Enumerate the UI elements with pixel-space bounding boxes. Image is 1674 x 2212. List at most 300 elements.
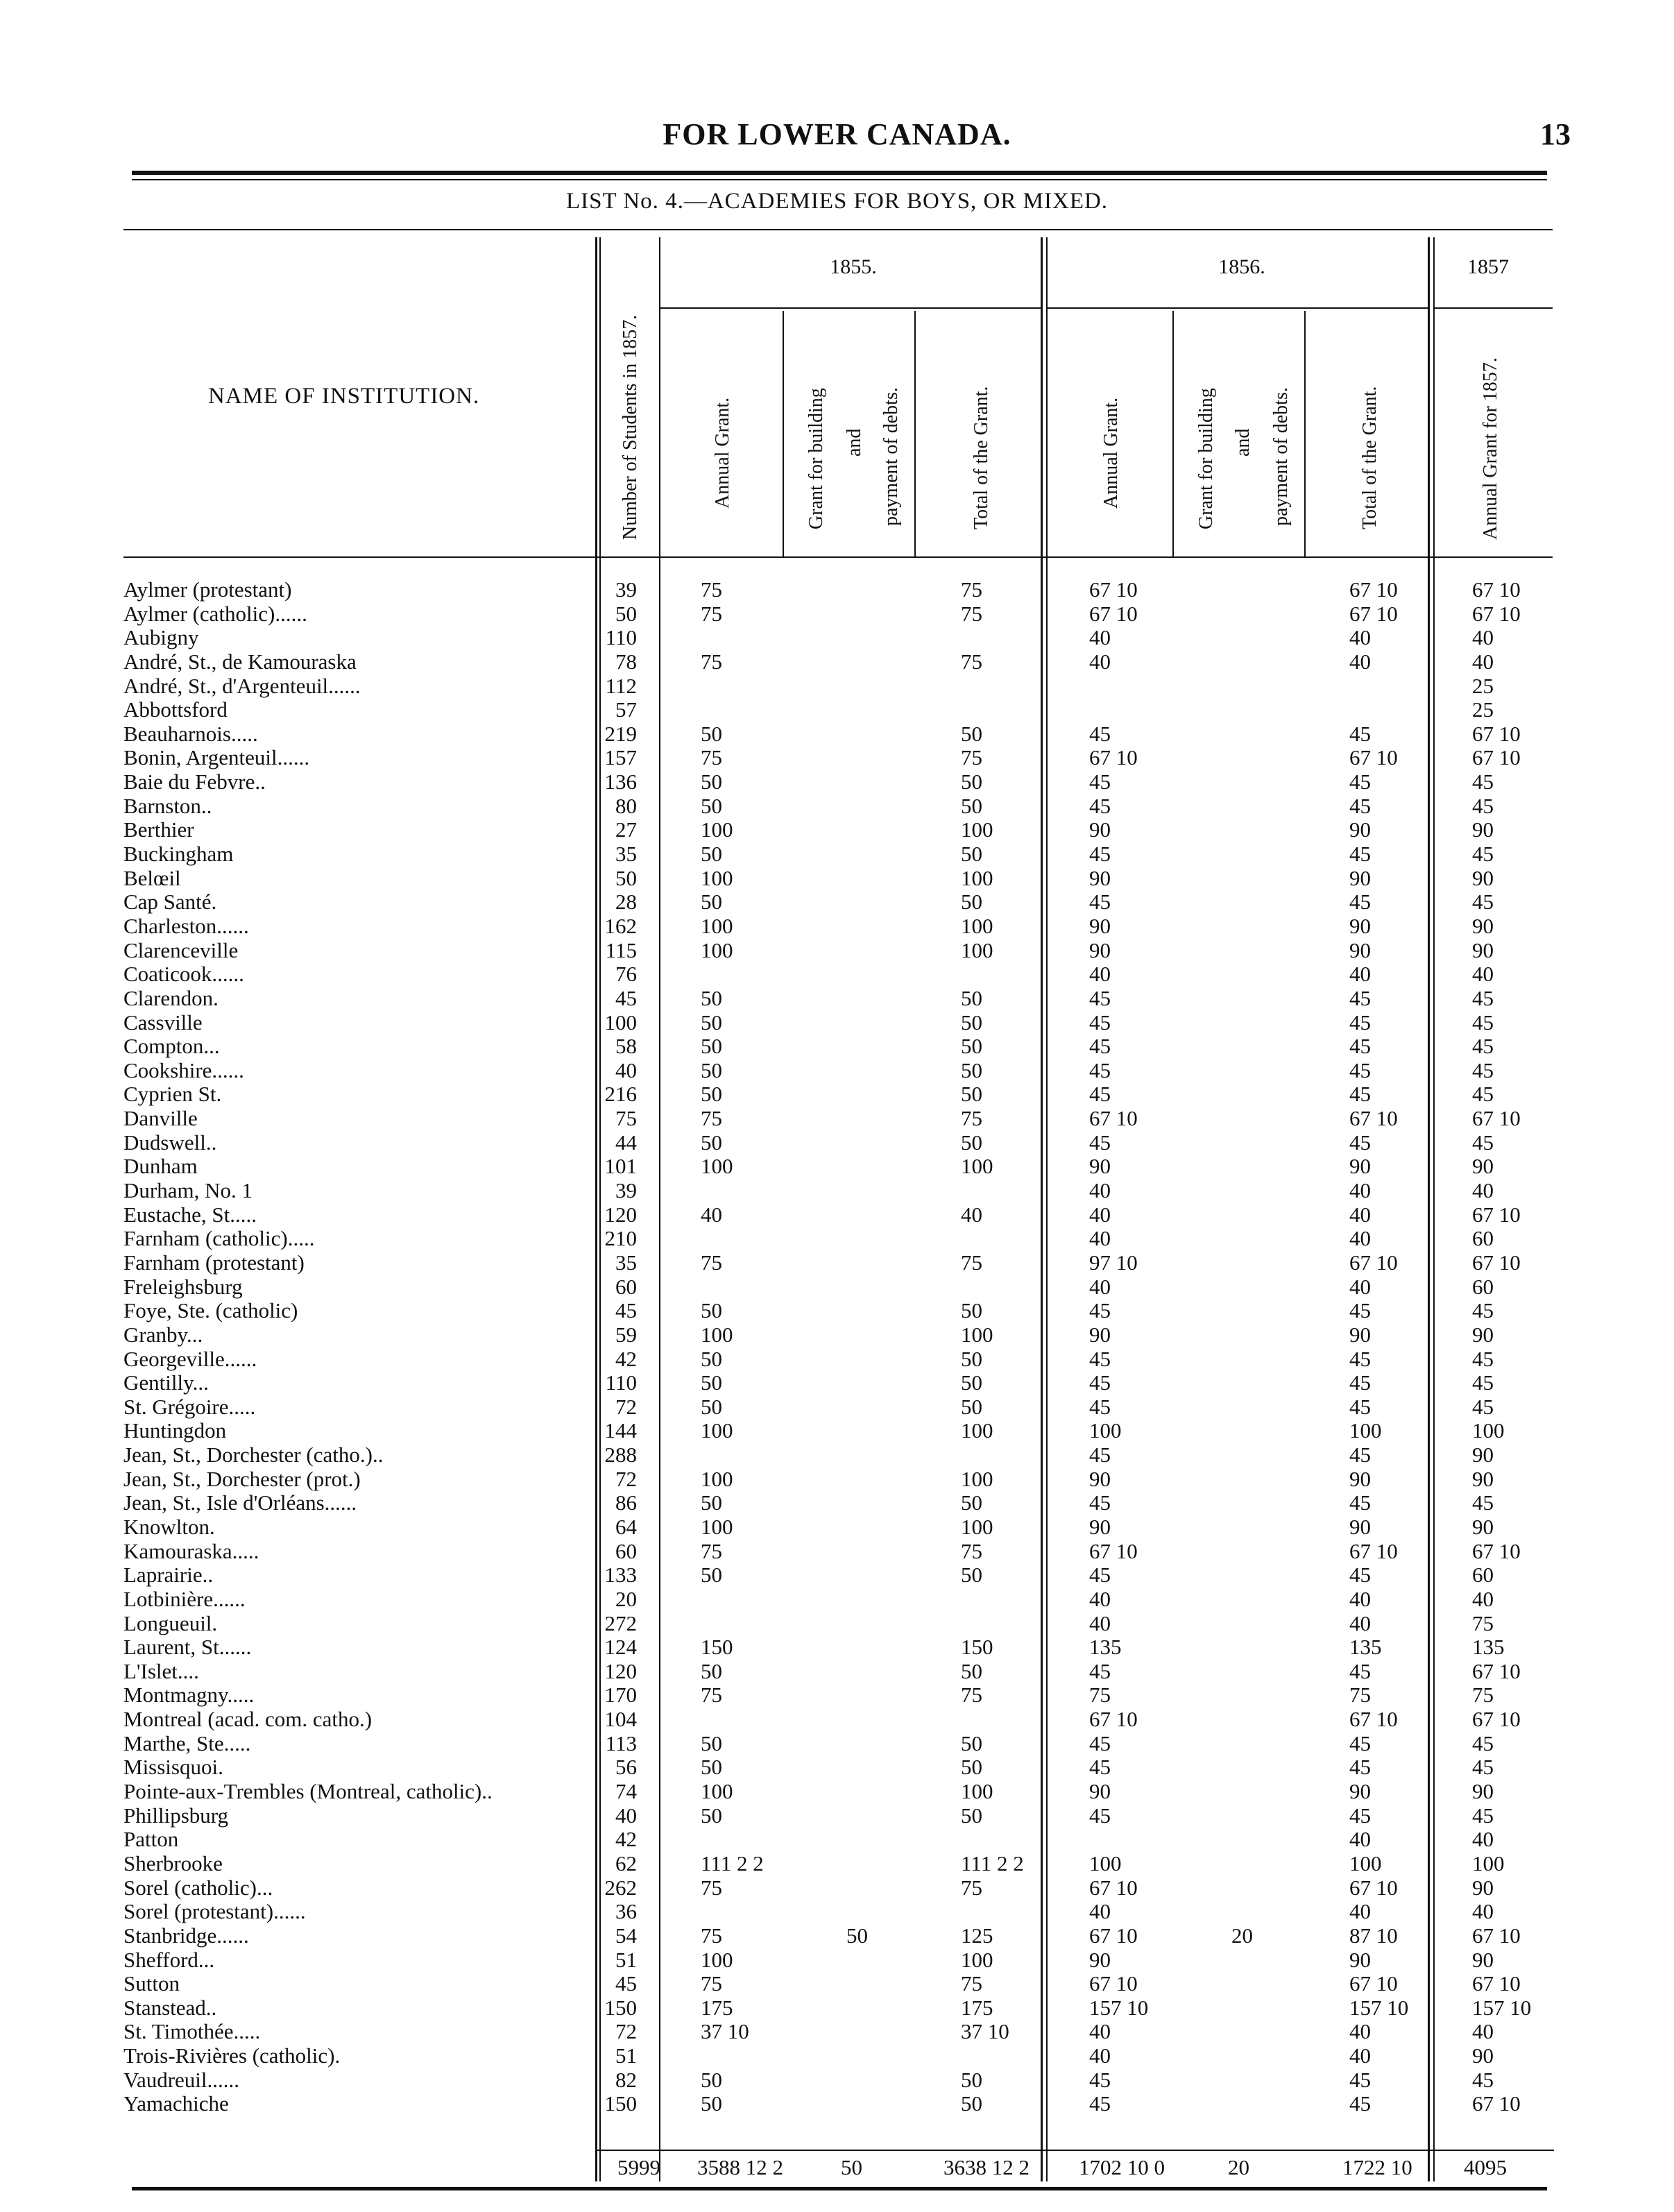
institution-name: Danville: [123, 1107, 198, 1131]
total-grant-1856-cell: 157 10: [1349, 1995, 1409, 2020]
institution-name: Shefford...: [123, 1948, 215, 1972]
table-row: [0, 1107, 1674, 1131]
students-cell: 262: [604, 1875, 637, 1900]
annual-grant-1855-cell: 50: [701, 1730, 722, 1755]
institution-name: Coaticook......: [123, 962, 244, 987]
annual-grant-1857-cell: 67 10: [1472, 2091, 1521, 2116]
divider: [783, 311, 784, 557]
table-row: [0, 1131, 1674, 1155]
institution-name: Lotbinière......: [123, 1587, 246, 1611]
annual-grant-1855-cell: 50: [701, 842, 722, 867]
table-row: [0, 1828, 1674, 1852]
annual-grant-1857-cell: 67 10: [1472, 721, 1521, 746]
institution-name: Bonin, Argenteuil......: [123, 746, 310, 770]
table-row: [0, 939, 1674, 963]
institution-name: Pointe-aux-Trembles (Montreal, catholic)..: [123, 1780, 493, 1804]
students-cell: 120: [604, 1202, 637, 1227]
annual-grant-1857-cell: 45: [1472, 1130, 1494, 1155]
total-grant-1855-cell: 100: [961, 1514, 993, 1539]
students-cell: 76: [615, 962, 637, 987]
total-grant-1855-cell: 50: [961, 1490, 982, 1515]
annual-grant-1855-cell: 75: [701, 1250, 722, 1275]
total-grant-1856-cell: 45: [1349, 1298, 1371, 1323]
students-cell: 51: [615, 1947, 637, 1972]
table-row: [0, 1299, 1674, 1323]
total-grant-1856-cell: 45: [1349, 2067, 1371, 2092]
annual-grant-1856-cell: 40: [1089, 649, 1111, 674]
institution-name: Sutton: [123, 1972, 180, 1996]
table-row: [0, 1660, 1674, 1684]
total-grant-1856-cell: 45: [1349, 1563, 1371, 1588]
annual-grant-1857-cell: 45: [1472, 2067, 1494, 2092]
institution-name: Cookshire......: [123, 1058, 244, 1082]
table-row: [0, 1371, 1674, 1395]
students-cell: 60: [615, 1538, 637, 1563]
table-row: [0, 1323, 1674, 1347]
institution-name: Montreal (acad. com. catho.): [123, 1708, 373, 1732]
table-row: [0, 626, 1674, 650]
header-bottom-rule: [123, 556, 1553, 558]
annual-grant-1855-cell: 50: [701, 1755, 722, 1780]
institution-name: St. Grégoire.....: [123, 1395, 256, 1419]
column-headers: [0, 235, 1674, 561]
annual-grant-1857-cell: 90: [1472, 1322, 1494, 1347]
students-cell: 170: [604, 1683, 637, 1708]
annual-grant-1856-cell: 45: [1089, 1730, 1111, 1755]
table-row: [0, 602, 1674, 627]
institution-name: Buckingham: [123, 842, 234, 867]
total-grant-1856-cell: 90: [1349, 913, 1371, 938]
annual-grant-1855-cell: 50: [701, 1034, 722, 1059]
annual-grant-1857-cell: 90: [1472, 1875, 1494, 1900]
annual-grant-1855-cell: 100: [701, 1466, 733, 1491]
table-row: [0, 1275, 1674, 1300]
total-grant-1855-cell: 100: [961, 1947, 993, 1972]
total-grant-1855-cell: 50: [961, 1394, 982, 1419]
table-row: [0, 1082, 1674, 1107]
table-row: [0, 1155, 1674, 1179]
institution-name: Gentilly...: [123, 1371, 209, 1395]
table-row: [0, 1515, 1674, 1540]
total-grant-1855-cell: 50: [961, 1563, 982, 1588]
table-row: [0, 1347, 1674, 1372]
total-grant-1856-cell: 67 10: [1349, 1250, 1398, 1275]
total-grant-1855-header: Total of the Grant.: [971, 386, 992, 529]
annual-grant-1857-cell: 90: [1472, 1947, 1494, 1972]
annual-grant-1857-cell: 67 10: [1472, 1923, 1521, 1948]
total-grant-1856-cell: 100: [1349, 1418, 1382, 1443]
annual-grant-1855-cell: 50: [701, 1130, 722, 1155]
divider: [595, 237, 597, 556]
total-grant-1856-cell: 45: [1349, 1346, 1371, 1371]
divider: [1428, 237, 1430, 556]
institution-name: Compton...: [123, 1035, 220, 1059]
annual-grant-1857-cell: 45: [1472, 842, 1494, 867]
top-rule-thin: [132, 179, 1547, 180]
total-grant-1855-cell: 75: [961, 1538, 982, 1563]
students-cell: 144: [604, 1418, 637, 1443]
annual-grant-1856-cell: 45: [1089, 2091, 1111, 2116]
students-cell: 100: [604, 1010, 637, 1035]
total-grant-1856-cell: 90: [1349, 865, 1371, 890]
total-grant-1856-cell: 40: [1349, 649, 1371, 674]
institution-name: Eustache, St.....: [123, 1202, 257, 1227]
total-grant-1856-cell: 90: [1349, 1466, 1371, 1491]
students-cell: 28: [615, 890, 637, 914]
total-grant-1856-cell: 40: [1349, 1827, 1371, 1852]
annual-grant-1856-cell: 90: [1089, 1466, 1111, 1491]
total-grant-1855-cell: 50: [961, 1658, 982, 1683]
institution-name: Farnham (protestant): [123, 1250, 305, 1275]
institution-name: Georgeville......: [123, 1347, 257, 1371]
annual-grant-1856-cell: 45: [1089, 1346, 1111, 1371]
annual-grant-1856-cell: 90: [1089, 1154, 1111, 1179]
total-grant-1856-cell: 40: [1349, 1586, 1371, 1611]
annual-grant-1857-cell: 45: [1472, 1394, 1494, 1419]
annual-grant-1857-cell: 40: [1472, 962, 1494, 987]
annual-grant-1856-cell: 90: [1089, 937, 1111, 962]
annual-grant-1857-cell: 100: [1472, 1851, 1505, 1875]
students-cell: 57: [615, 697, 637, 722]
institution-name: Farnham (catholic).....: [123, 1227, 315, 1251]
annual-grant-1856-cell: 100: [1089, 1851, 1122, 1875]
total-grant-1855: 3638 12 2: [943, 2155, 1030, 2179]
annual-grant-1856-cell: 45: [1089, 985, 1111, 1010]
annual-grant-1857-cell: 60: [1472, 1274, 1494, 1299]
annual-grant-1857-cell: 90: [1472, 1466, 1494, 1491]
total-grant-1855-cell: 37 10: [961, 2019, 1009, 2044]
top-rule-thick: [132, 171, 1547, 175]
students-cell: 78: [615, 649, 637, 674]
annual-grant-1856-cell: 67 10: [1089, 1707, 1138, 1732]
institution-name: Beauharnois.....: [123, 722, 258, 746]
total-grant-1856-cell: 45: [1349, 1730, 1371, 1755]
total-grant-1855-cell: 100: [961, 1322, 993, 1347]
total-grant-1856-cell: 67 10: [1349, 1106, 1398, 1131]
total-grant-1856-cell: 40: [1349, 1274, 1371, 1299]
total-grant-1855-cell: 50: [961, 1298, 982, 1323]
table-row: [0, 1635, 1674, 1660]
students-cell: 56: [615, 1755, 637, 1780]
institution-name: Patton: [123, 1828, 179, 1852]
annual-grant-1856-cell: 90: [1089, 913, 1111, 938]
annual-grant-1857-cell: 40: [1472, 1899, 1494, 1924]
annual-grant-1857-cell: 45: [1472, 1082, 1494, 1107]
annual-grant-1856-header: Annual Grant.: [1100, 397, 1122, 509]
annual-grant-1855-cell: 50: [701, 1563, 722, 1588]
total-grant-1856-cell: 90: [1349, 1514, 1371, 1539]
annual-grant-1855-cell: 75: [701, 1923, 722, 1948]
total-grant-1856-cell: 45: [1349, 1010, 1371, 1035]
students-cell: 35: [615, 842, 637, 867]
table-row: [0, 1491, 1674, 1515]
annual-grant-1856-cell: 45: [1089, 1443, 1111, 1467]
annual-grant-1856-cell: 40: [1089, 1274, 1111, 1299]
annual-grant-1855-cell: 50: [701, 1658, 722, 1683]
annual-grant-1857-cell: 45: [1472, 769, 1494, 794]
students-cell: 51: [615, 2043, 637, 2068]
students-cell: 72: [615, 2019, 637, 2044]
building-grant-1855-header-l3: payment of debts.: [880, 387, 902, 526]
annual-grant-1857-cell: 45: [1472, 1370, 1494, 1395]
annual-grant-1857-cell: 45: [1472, 1298, 1494, 1323]
annual-grant-1855-cell: 40: [701, 1202, 722, 1227]
total-grant-1856-cell: 40: [1349, 1202, 1371, 1227]
total-grant-1856-cell: 87 10: [1349, 1923, 1398, 1948]
total-grant-1855-cell: 100: [961, 817, 993, 842]
total-grant-1855-cell: 100: [961, 1418, 993, 1443]
annual-grant-1857-cell: 67 10: [1472, 577, 1521, 602]
year-rule: [1435, 307, 1553, 309]
totals-rule: [597, 2150, 1554, 2151]
annual-grant-1855-cell: 100: [701, 1154, 733, 1179]
table-row: [0, 1588, 1674, 1612]
annual-grant-1857-cell: 67 10: [1472, 1971, 1521, 1996]
total-grant-1856-cell: 135: [1349, 1635, 1382, 1660]
table-row: [0, 842, 1674, 867]
annual-grant-1855-cell: 100: [701, 1947, 733, 1972]
annual-grant-1857-cell: 45: [1472, 1730, 1494, 1755]
institution-name: Baie du Febvre..: [123, 770, 266, 794]
institution-name: Sorel (catholic)...: [123, 1875, 273, 1900]
total-grant-1855-cell: 50: [961, 1370, 982, 1395]
total-grant-1855-cell: 150: [961, 1635, 993, 1660]
total-annual-1857: 4095: [1464, 2155, 1507, 2179]
annual-grant-1857-cell: 45: [1472, 1803, 1494, 1828]
institution-name: Durham, No. 1: [123, 1179, 253, 1203]
annual-grant-1856-cell: 45: [1089, 1490, 1111, 1515]
students-cell: 50: [615, 865, 637, 890]
annual-grant-1856-cell: 45: [1089, 721, 1111, 746]
annual-grant-1857-cell: 157 10: [1472, 1995, 1532, 2020]
students-cell: 58: [615, 1034, 637, 1059]
total-grant-1855-cell: 50: [961, 985, 982, 1010]
students-cell: 20: [615, 1586, 637, 1611]
total-grant-1856-cell: 90: [1349, 1322, 1371, 1347]
students-cell: 72: [615, 1466, 637, 1491]
institution-name: Missisquoi.: [123, 1755, 223, 1780]
building-grant-1856-header-l2: and: [1232, 428, 1254, 457]
annual-grant-1855-cell: 50: [701, 1394, 722, 1419]
table-row: [0, 987, 1674, 1011]
table-row: [0, 1179, 1674, 1203]
annual-grant-1855-cell: 50: [701, 793, 722, 818]
total-grant-1856-cell: 40: [1349, 962, 1371, 987]
institution-name: Sorel (protestant)......: [123, 1900, 306, 1924]
divider: [1433, 237, 1435, 556]
total-grant-1856-cell: 45: [1349, 1057, 1371, 1082]
annual-grant-1857-cell: 67 10: [1472, 1538, 1521, 1563]
annual-grant-1856-cell: 67 10: [1089, 745, 1138, 770]
annual-grant-1856-cell: 97 10: [1089, 1250, 1138, 1275]
total-grant-1855-cell: 75: [961, 1971, 982, 1996]
building-grant-1855-header-l2: and: [844, 428, 865, 457]
annual-grant-1857-cell: 135: [1472, 1635, 1505, 1660]
annual-grant-1857-cell: 67 10: [1472, 1250, 1521, 1275]
total-grant-1855-cell: 50: [961, 1010, 982, 1035]
annual-grant-1857-cell: 90: [1472, 1514, 1494, 1539]
divider: [659, 237, 660, 556]
total-grant-1856-cell: 45: [1349, 1130, 1371, 1155]
annual-grant-1855-cell: 50: [701, 1010, 722, 1035]
header-top-rule: [123, 229, 1553, 230]
total-grant-1855-cell: 50: [961, 1730, 982, 1755]
annual-grant-1855-cell: 50: [701, 1082, 722, 1107]
total-grant-1856-cell: 40: [1349, 1178, 1371, 1203]
table-row: [0, 1563, 1674, 1588]
year-rule: [1048, 307, 1428, 309]
total-building-1855: 50: [841, 2155, 862, 2179]
total-grant-1855-cell: 50: [961, 842, 982, 867]
annual-grant-1857-cell: 90: [1472, 1779, 1494, 1804]
students-cell: 216: [604, 1082, 637, 1107]
annual-grant-1855-cell: 75: [701, 1875, 722, 1900]
bottom-rule: [132, 2187, 1547, 2190]
annual-grant-1857-cell: 67 10: [1472, 745, 1521, 770]
total-grant-1856-cell: 45: [1349, 1394, 1371, 1419]
annual-grant-1857-cell: 40: [1472, 1178, 1494, 1203]
total-grant-1855-cell: 50: [961, 769, 982, 794]
students-cell: 45: [615, 1298, 637, 1323]
total-grant-1855-cell: 40: [961, 1202, 982, 1227]
total-grant-1856-cell: 40: [1349, 2043, 1371, 2068]
institution-name: Knowlton.: [123, 1515, 215, 1539]
annual-grant-1855-cell: 100: [701, 1514, 733, 1539]
total-students: 5999: [617, 2155, 660, 2179]
total-grant-1856-cell: 40: [1349, 2019, 1371, 2044]
institution-name: Jean, St., Dorchester (catho.)..: [123, 1443, 384, 1467]
table-row: [0, 746, 1674, 770]
total-grant-1855-cell: 50: [961, 721, 982, 746]
students-cell: 74: [615, 1779, 637, 1804]
annual-grant-1857-cell: 90: [1472, 1154, 1494, 1179]
total-grant-1855-cell: 75: [961, 1106, 982, 1131]
institution-name: Belœil: [123, 866, 181, 890]
annual-grant-1855-cell: 75: [701, 1106, 722, 1131]
total-grant-1855-cell: 50: [961, 2091, 982, 2116]
total-grant-1855-cell: 50: [961, 1034, 982, 1059]
annual-grant-1857-cell: 60: [1472, 1226, 1494, 1251]
total-grant-1855-cell: 100: [961, 865, 993, 890]
annual-grant-1856-cell: 90: [1089, 1947, 1111, 1972]
table-row: [0, 1732, 1674, 1756]
annual-grant-1856-cell: 45: [1089, 1082, 1111, 1107]
total-grant-1856-cell: 45: [1349, 1803, 1371, 1828]
annual-grant-1856-cell: 67 10: [1089, 1875, 1138, 1900]
annual-grant-1855-cell: 111 2 2: [701, 1851, 764, 1875]
annual-grant-1856-cell: 45: [1089, 1803, 1111, 1828]
institution-name: Cyprien St.: [123, 1082, 222, 1107]
students-cell: 219: [604, 721, 637, 746]
total-grant-1856-cell: 90: [1349, 1154, 1371, 1179]
annual-grant-1855-cell: 75: [701, 745, 722, 770]
institution-name: Montmagny.....: [123, 1683, 255, 1708]
institution-name: Cassville: [123, 1010, 203, 1035]
annual-grant-1855-cell: 75: [701, 1538, 722, 1563]
institution-name: Charleston......: [123, 914, 249, 938]
annual-grant-1857-cell: 45: [1472, 890, 1494, 914]
annual-grant-1857-cell: 60: [1472, 1563, 1494, 1588]
institution-name: Laprairie..: [123, 1563, 214, 1588]
students-cell: 110: [605, 625, 637, 650]
annual-grant-1856-cell: 45: [1089, 769, 1111, 794]
total-grant-1855-cell: 75: [961, 745, 982, 770]
annual-grant-1855-cell: 50: [701, 721, 722, 746]
annual-grant-1856-cell: 40: [1089, 1226, 1111, 1251]
annual-grant-1857-cell: 100: [1472, 1418, 1505, 1443]
table-row: [0, 1948, 1674, 1973]
annual-grant-1855-cell: 50: [701, 1346, 722, 1371]
annual-grant-1855-cell: 75: [701, 649, 722, 674]
institution-name: Granby...: [123, 1322, 203, 1347]
annual-grant-1857-cell: 45: [1472, 793, 1494, 818]
total-annual-1856: 1702 10 0: [1079, 2155, 1165, 2179]
institution-name: Aylmer (catholic)......: [123, 602, 307, 626]
annual-grant-1855-cell: 50: [701, 2067, 722, 2092]
table-row: [0, 1203, 1674, 1227]
annual-grant-1856-cell: 45: [1089, 1298, 1111, 1323]
students-cell: 115: [605, 937, 637, 962]
page-number: 13: [1540, 117, 1571, 151]
institution-name: Clarendon.: [123, 986, 219, 1010]
institution-name: Dunham: [123, 1155, 198, 1179]
table-row: [0, 1780, 1674, 1804]
institution-name: Foye, Ste. (catholic): [123, 1299, 298, 1323]
annual-grant-1856-cell: 40: [1089, 2043, 1111, 2068]
table-row: [0, 650, 1674, 674]
institution-name: Barnston..: [123, 794, 212, 818]
total-grant-1856-cell: 67 10: [1349, 1538, 1398, 1563]
table-row: [0, 1972, 1674, 1996]
institution-name: L'Islet....: [123, 1659, 199, 1683]
students-cell: 162: [604, 913, 637, 938]
institution-name: Aylmer (protestant): [123, 578, 292, 602]
table-row: [0, 962, 1674, 987]
total-grant-1856-cell: 45: [1349, 793, 1371, 818]
students-cell: 210: [604, 1226, 637, 1251]
annual-grant-1856-cell: 40: [1089, 625, 1111, 650]
total-grant-1855-cell: 50: [961, 1346, 982, 1371]
annual-grant-1855-cell: 100: [701, 1322, 733, 1347]
table-row: [0, 1467, 1674, 1492]
total-grant-1855-cell: 75: [961, 577, 982, 602]
students-cell: 104: [604, 1707, 637, 1732]
table-row: [0, 1443, 1674, 1467]
students-header: Number of Students in 1857.: [620, 314, 641, 540]
annual-grant-1857-cell: 45: [1472, 985, 1494, 1010]
students-cell: 133: [604, 1563, 637, 1588]
table-row: [0, 578, 1674, 602]
table-row: [0, 1059, 1674, 1083]
building-grant-1856-header-l3: payment of debts.: [1270, 387, 1292, 526]
total-grant-1855-cell: 50: [961, 1130, 982, 1155]
students-cell: 62: [615, 1851, 637, 1875]
students-cell: 150: [604, 2091, 637, 2116]
total-grant-1856-cell: 45: [1349, 842, 1371, 867]
annual-grant-1855-cell: 50: [701, 1298, 722, 1323]
annual-grant-1855-cell: 75: [701, 1971, 722, 1996]
institution-name: Yamachiche: [123, 2092, 229, 2116]
students-cell: 157: [604, 745, 637, 770]
students-cell: 40: [615, 1803, 637, 1828]
students-cell: 288: [604, 1443, 637, 1467]
total-grant-1856-cell: 40: [1349, 1226, 1371, 1251]
students-cell: 113: [605, 1730, 637, 1755]
table-row: [0, 1011, 1674, 1035]
running-head: FOR LOWER CANADA.: [663, 117, 1011, 151]
table-row: [0, 1395, 1674, 1420]
total-grant-1856-cell: 75: [1349, 1683, 1371, 1708]
